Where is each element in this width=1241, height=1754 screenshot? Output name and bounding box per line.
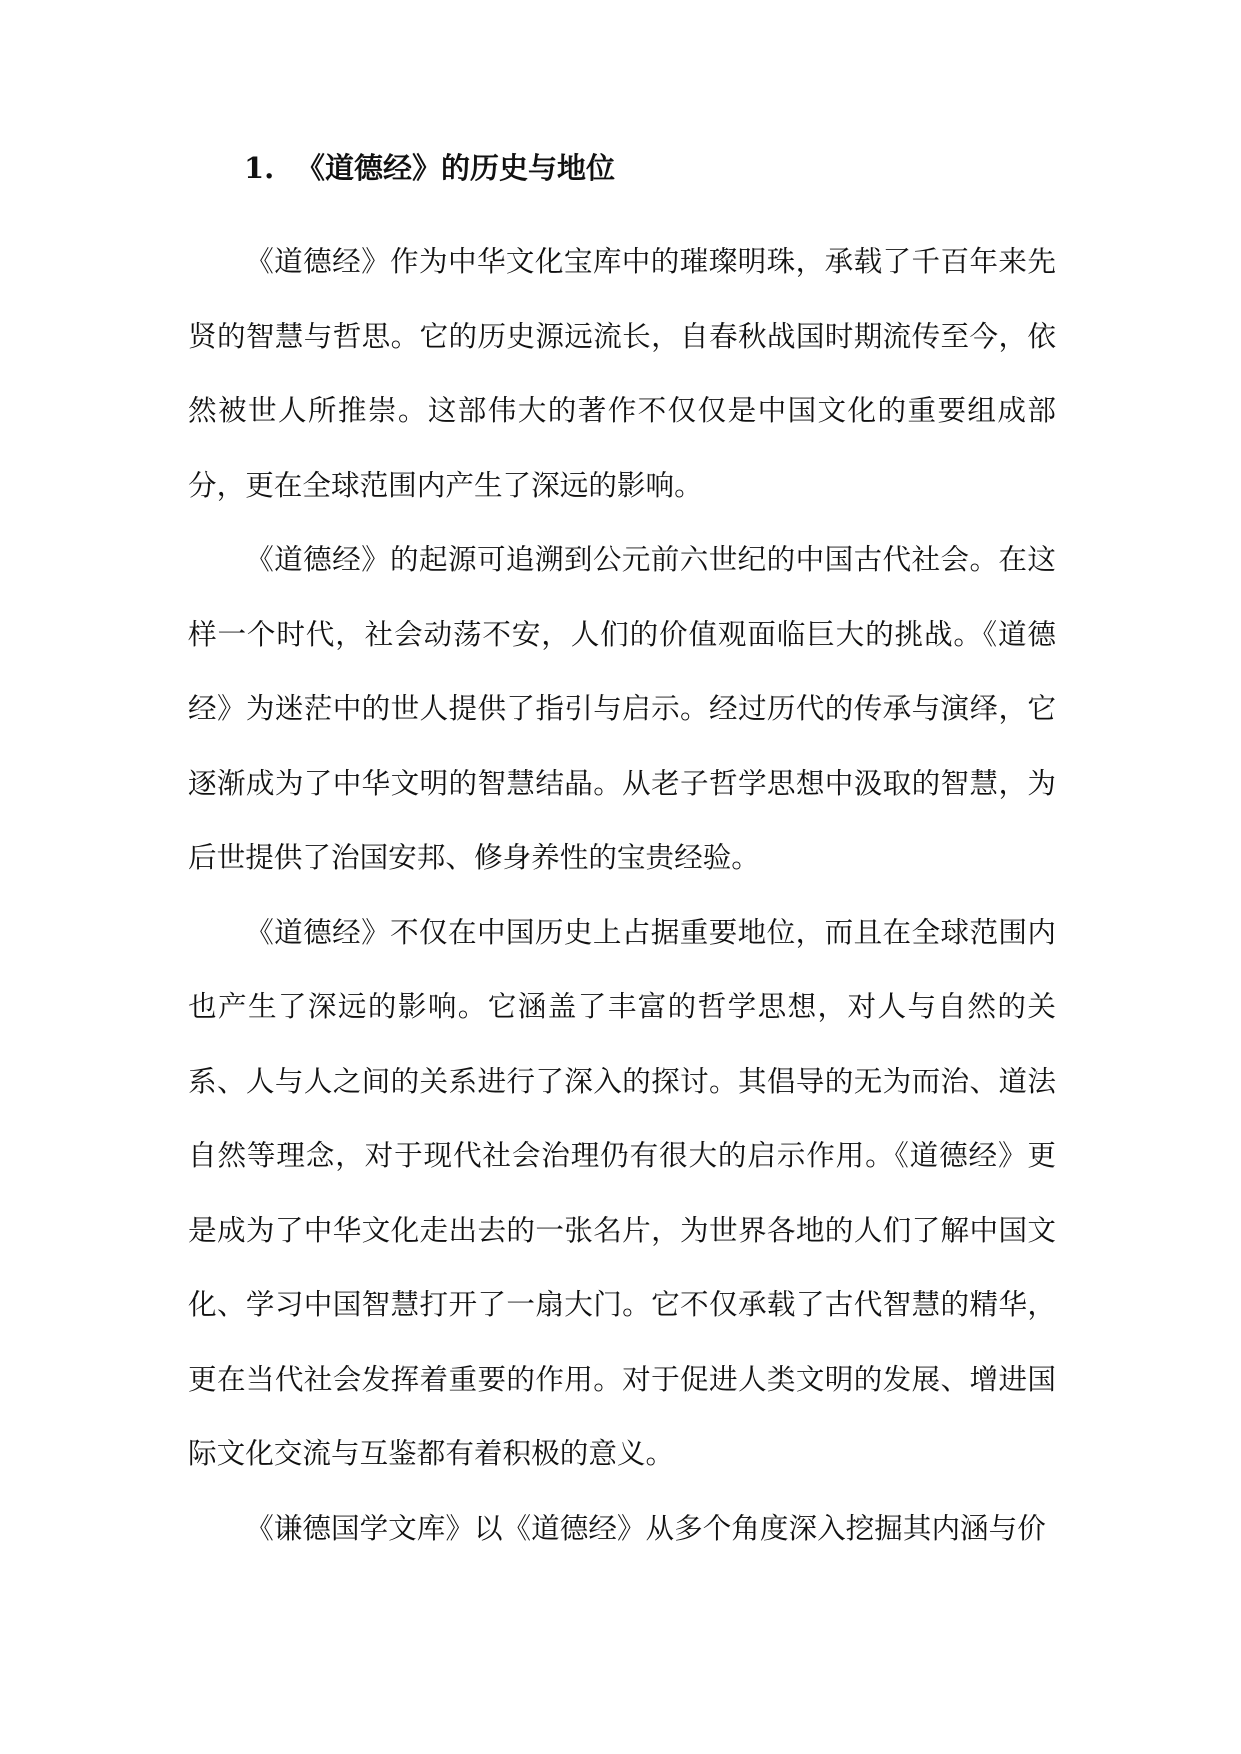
section-title: 《道德经》的历史与地位 (296, 151, 616, 185)
paragraph-2: 《道德经》的起源可追溯到公元前六世纪的中国古代社会。在这样一个时代，社会动荡不安，人们的价值观面临巨大的挑战。《道德经》为迷茫中的世人提供了指引与启示。经过历代的传承与演绎，它逐渐成为了中华文明的智慧结晶。从老子哲学思想中汲取的智慧，为后世提供了治国安邦、修身养性的宝贵经验。 (188, 542, 1056, 874)
paragraph-3: 《道德经》不仅在中国历史上占据重要地位，而且在全球范围内也产生了深远的影响。它涵盖了丰富的哲学思想，对人与自然的关系、人与人之间的关系进行了深入的探讨。其倡导的无为而治、道法自然等理念，对于现代社会治理仍有很大的启示作用。《道德经》更是成为了中华文化走出去的一张名片，为世界各地的人们了解中国文化、学习中国智慧打开了一扇大门。它不仅承载了古代智慧的精华，更在当代社会发挥着重要的作用。对于促进人类文明的发展、增进国际文化交流与互鉴都有着积极的意义。 (188, 914, 1056, 1470)
section-number: 1. (244, 151, 275, 185)
paragraph-4: 《谦德国学文库》以《道德经》从多个角度深入挖掘其内涵与价 (245, 1510, 1046, 1545)
section-heading (244, 148, 615, 188)
document-body (188, 224, 1056, 1565)
paragraph-1: 《道德经》作为中华文化宝库中的璀璨明珠，承载了千百年来先贤的智慧与哲思。它的历史源远流长，自春秋战国时期流传至今，依然被世人所推崇。这部伟大的著作不仅仅是中国文化的重要组成部分，更在全球范围内产生了深远的影响。 (188, 244, 1056, 502)
